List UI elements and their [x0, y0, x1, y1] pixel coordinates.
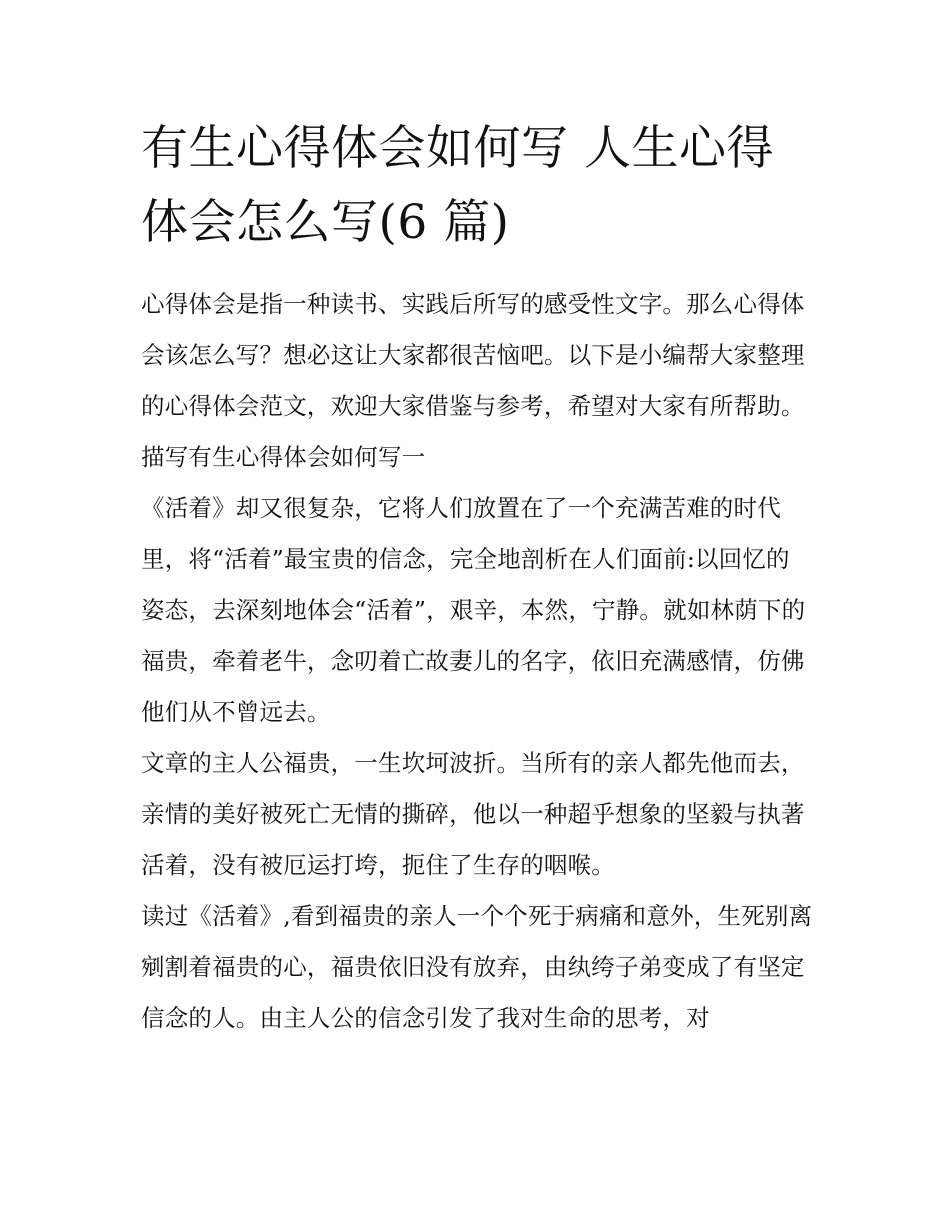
body-paragraph: 文章的主人公福贵，一生坎坷波折。当所有的亲人都先他而去，亲情的美好被死亡无情的撕碎，他以一种超乎想象的坚毅与执著活着，没有被厄运打垮，扼住了生存的咽喉。: [141, 749, 805, 879]
body-paragraph: 《活着》却又很复杂，它将人们放置在了一个充满苦难的时代里，将“活着”最宝贵的信念，完全地剖析在人们面前:以回忆的姿态，去深刻地体会“活着”，艰辛，本然，宁静。就如林荫下的福贵，牵着老牛，念叨着亡故妻儿的名字，依旧充满感情，仿佛他们从不曾远去。: [141, 494, 806, 726]
document-body: [141, 279, 813, 1044]
body-paragraph: 读过《活着》,看到福贵的亲人一个个死于病痛和意外，生死别离剜割着福贵的心，福贵依旧没有放弃，由纨绔子弟变成了有坚定信念的人。由主人公的信念引发了我对生命的思考，对: [141, 902, 813, 1032]
title-line-2: 体会怎么写(6 篇): [141, 195, 510, 250]
document-title: [141, 112, 821, 260]
intro-paragraph: 心得体会是指一种读书、实践后所写的感受性文字。那么心得体会该怎么写？想必这让大家都很苦恼吧。以下是小编帮大家整理的心得体会范文，欢迎大家借鉴与参考，希望对大家有所帮助。: [141, 290, 805, 420]
section-heading: 描写有生心得体会如何写一: [141, 443, 426, 471]
title-line-1: 有生心得体会如何写 人生心得: [141, 121, 774, 176]
